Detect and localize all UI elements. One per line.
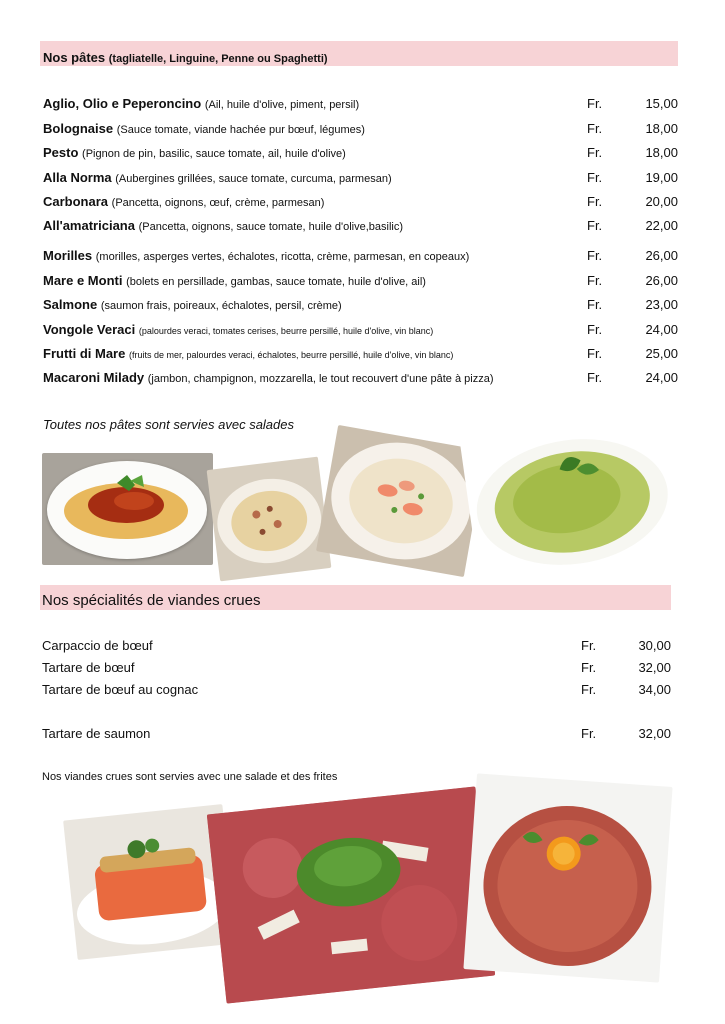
item-name: Salmone: [43, 297, 98, 312]
pasta-section-header: [40, 41, 678, 66]
menu-item: [43, 297, 678, 315]
carpaccio-dish: [207, 786, 495, 1003]
pasta-section-subtitle: (tagliatelle, Linguine, Penne ou Spaghetti): [108, 53, 328, 65]
menu-item: [43, 121, 678, 139]
item-name: Carbonara: [43, 194, 109, 209]
item-name: All'amatriciana: [43, 218, 135, 233]
item-name: Macaroni Milady: [43, 370, 145, 385]
item-description: (morilles, asperges vertes, échalotes, ricotta, crème, parmesan, en copeaux): [95, 251, 470, 263]
meat-section-header: [40, 585, 671, 610]
item-description: (bolets en persillade, gambas, sauce tomate, huile d'olive, ail): [126, 276, 426, 288]
bolognese-dish: [42, 453, 213, 565]
beef-tartare-photo: [463, 773, 672, 982]
menu-item: [43, 145, 678, 163]
item-description: (Pancetta, oignons, sauce tomate, huile d'olive,basilic): [138, 221, 404, 233]
item-description: (fruits de mer, palourdes veraci, échalotes, beurre persillé, huile d'olive, vin blanc): [128, 350, 454, 360]
item-description: (Sauce tomate, viande hachée pur bœuf, légumes): [116, 124, 365, 136]
item-price: 19,00: [645, 170, 678, 185]
item-currency: Fr.: [587, 370, 603, 385]
item-price: 24,00: [645, 370, 678, 385]
carpaccio-photo: [207, 786, 495, 1003]
item-currency: Fr.: [587, 248, 603, 263]
item-currency: Fr.: [587, 145, 603, 160]
item-currency: Fr.: [587, 346, 603, 361]
item-description: (saumon frais, poireaux, échalotes, persil, crème): [100, 300, 342, 312]
item-price: 24,00: [645, 322, 678, 337]
menu-item: [43, 218, 678, 236]
beef-tartare-dish: [463, 773, 672, 982]
item-price: 25,00: [645, 346, 678, 361]
pesto-pasta-photo: [460, 416, 683, 583]
menu-item: [43, 346, 678, 364]
item-price: 15,00: [645, 96, 678, 111]
menu-item: [43, 273, 678, 291]
item-price: 18,00: [645, 121, 678, 136]
item-name: Tartare de bœuf: [42, 660, 135, 675]
menu-item: [43, 322, 678, 340]
item-currency: Fr.: [581, 682, 597, 697]
item-name: Carpaccio de bœuf: [42, 638, 153, 653]
menu-item: [42, 726, 671, 744]
item-currency: Fr.: [587, 273, 603, 288]
pasta-note: Toutes nos pâtes sont servies avec salades: [43, 417, 294, 432]
menu-item: [42, 660, 671, 678]
item-name: Pesto: [43, 145, 79, 160]
menu-item: [43, 170, 678, 188]
item-description: (Ail, huile d'olive, piment, persil): [204, 99, 360, 111]
item-currency: Fr.: [581, 638, 597, 653]
item-description: (Aubergines grillées, sauce tomate, curcuma, parmesan): [115, 173, 392, 185]
item-price: 26,00: [645, 273, 678, 288]
menu-item: [43, 248, 678, 266]
carbonara-dish: [207, 457, 332, 582]
menu-item: [42, 638, 671, 656]
item-description: (palourdes veraci, tomates cerises, beurre persillé, huile d'olive, vin blanc): [138, 326, 434, 336]
menu-item: [43, 370, 678, 388]
item-currency: Fr.: [587, 121, 603, 136]
item-description: (Pignon de pin, basilic, sauce tomate, ail, huile d'olive): [82, 148, 346, 160]
item-description: (jambon, champignon, mozzarella, le tout recouvert d'une pâte à pizza): [147, 373, 494, 385]
item-currency: Fr.: [587, 297, 603, 312]
item-price: 22,00: [645, 218, 678, 233]
item-price: 32,00: [638, 726, 671, 741]
item-price: 23,00: [645, 297, 678, 312]
item-currency: Fr.: [587, 170, 603, 185]
item-name: Tartare de saumon: [42, 726, 151, 741]
item-name: Vongole Veraci: [43, 322, 136, 337]
item-currency: Fr.: [587, 96, 603, 111]
item-name: Aglio, Olio e Peperoncino: [43, 96, 202, 111]
pasta-section-heading: [43, 50, 328, 65]
item-description: (Pancetta, oignons, œuf, crème, parmesan): [111, 197, 325, 209]
carbonara-photo: [207, 457, 332, 582]
item-price: 18,00: [645, 145, 678, 160]
meat-note: Nos viandes crues sont servies avec une salade et des frites: [42, 771, 338, 783]
item-currency: Fr.: [581, 660, 597, 675]
item-price: 32,00: [638, 660, 671, 675]
item-currency: Fr.: [587, 194, 603, 209]
item-name: Alla Norma: [43, 170, 112, 185]
pesto-pasta-dish: [460, 416, 683, 583]
item-price: 30,00: [638, 638, 671, 653]
bolognese-photo: [42, 453, 213, 565]
item-name: Tartare de bœuf au cognac: [42, 682, 199, 697]
menu-item: [42, 682, 671, 700]
menu-item: [43, 96, 678, 114]
item-currency: Fr.: [587, 218, 603, 233]
item-currency: Fr.: [587, 322, 603, 337]
menu-item: [43, 194, 678, 212]
item-name: Frutti di Mare: [43, 346, 126, 361]
item-price: 34,00: [638, 682, 671, 697]
item-currency: Fr.: [581, 726, 597, 741]
pasta-section-title: Nos pâtes: [43, 50, 106, 65]
item-price: 20,00: [645, 194, 678, 209]
item-name: Morilles: [43, 248, 93, 263]
item-price: 26,00: [645, 248, 678, 263]
meat-section-title: Nos spécialités de viandes crues: [42, 592, 261, 609]
item-name: Bolognaise: [43, 121, 114, 136]
item-name: Mare e Monti: [43, 273, 123, 288]
